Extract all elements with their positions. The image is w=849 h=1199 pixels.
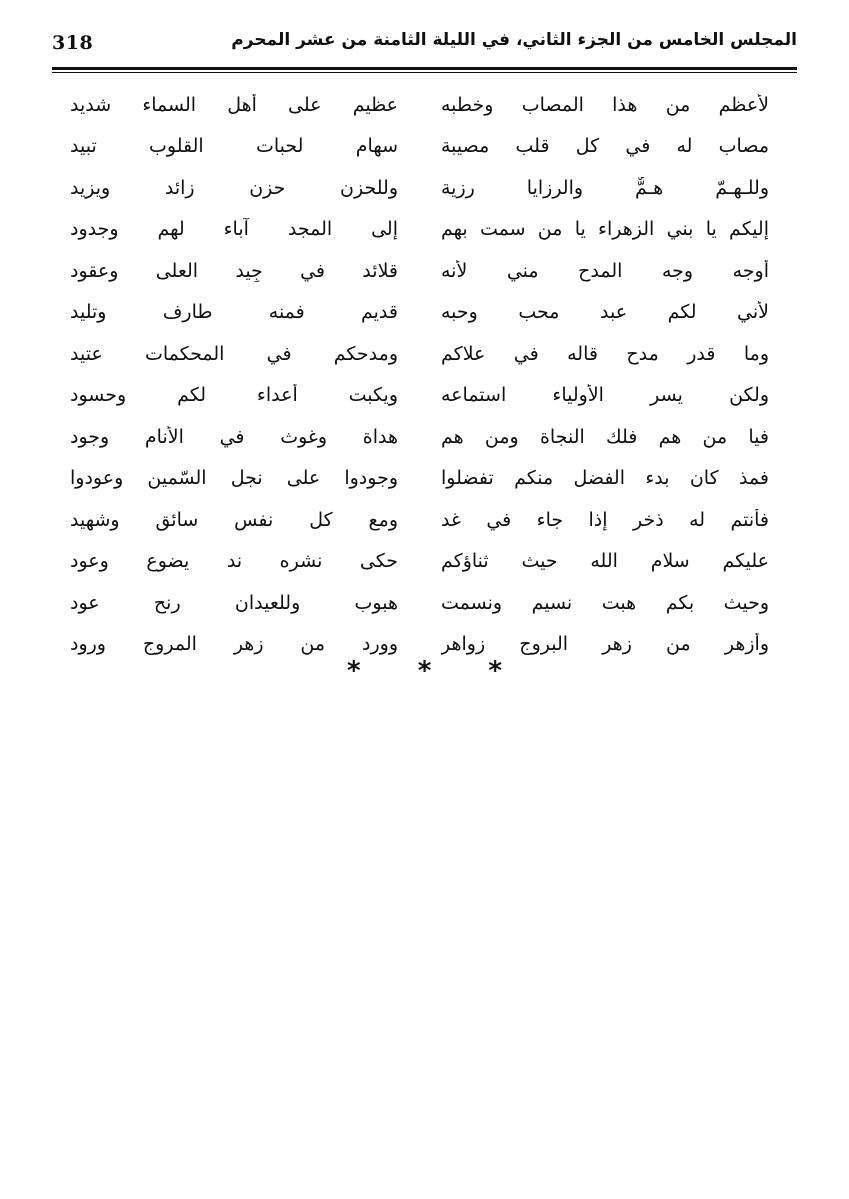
verse bbox=[70, 167, 769, 209]
first-hemistich: إليكم يا بني الزهراء يا من سمت بهم bbox=[441, 218, 769, 241]
second-hemistich: قديم فمنه طارف وتليد bbox=[70, 301, 398, 324]
star-ornament: * bbox=[347, 656, 361, 686]
first-hemistich: وما قدر مدح قاله في علاكم bbox=[441, 342, 769, 365]
verse bbox=[70, 375, 769, 417]
second-hemistich: ومدحكم في المحكمات عتيد bbox=[70, 342, 398, 365]
poem bbox=[70, 84, 769, 665]
verse bbox=[70, 333, 769, 375]
verse bbox=[70, 250, 769, 292]
second-hemistich: قلائد في جِيد العلى وعقود bbox=[70, 259, 398, 282]
star-ornament: * bbox=[417, 656, 432, 686]
first-hemistich: ولكن يسر الأولياء استماعه bbox=[441, 384, 769, 407]
verse bbox=[70, 582, 769, 624]
first-hemistich: أوجه وجه المدح مني لأنه bbox=[441, 259, 769, 282]
verse bbox=[70, 541, 769, 583]
second-hemistich: ويكبت أعداء لكم وحسود bbox=[70, 384, 398, 407]
second-hemistich: سهام لحبات القلوب تبيد bbox=[70, 135, 398, 158]
first-hemistich: مصاب له في كل قلب مصيبة bbox=[441, 135, 769, 158]
first-hemistich: عليكم سلام الله حيث ثناؤكم bbox=[441, 550, 769, 573]
first-hemistich: لأني لكم عبد محب وحبه bbox=[441, 301, 769, 324]
first-hemistich: لأعظم من هذا المصاب وخطبه bbox=[441, 93, 769, 116]
first-hemistich: فمذ كان بدء الفضل منكم تفضلوا bbox=[441, 467, 769, 490]
page-header bbox=[52, 30, 797, 64]
second-hemistich: وجودوا على نجل السّمين وعودوا bbox=[70, 467, 398, 490]
second-hemistich: هداة وغوث في الأنام وجود bbox=[70, 425, 398, 448]
verse bbox=[70, 126, 769, 168]
header-rule-thin bbox=[52, 72, 797, 73]
first-hemistich: فأنتم له ذخر إذا جاء في غد bbox=[441, 508, 769, 531]
verse bbox=[70, 416, 769, 458]
page-number: 318 bbox=[52, 32, 94, 54]
running-title: المجلس الخامس من الجزء الثاني، في الليلة الثامنة من عشر المحرم bbox=[231, 30, 797, 50]
first-hemistich: وحيث بكم هبت نسيم ونسمت bbox=[441, 591, 769, 614]
second-hemistich: عظيم على أهل السماء شديد bbox=[70, 93, 398, 116]
section-divider-stars bbox=[0, 656, 849, 686]
verse bbox=[70, 292, 769, 334]
verse bbox=[70, 209, 769, 251]
first-hemistich: وأزهر من زهر البروج زواهر bbox=[441, 633, 769, 656]
first-hemistich: فيا من هم فلك النجاة ومن هم bbox=[441, 425, 769, 448]
second-hemistich: وللحزن حزن زائد ويزيد bbox=[70, 176, 398, 199]
second-hemistich: إلى المجد آباء لهم وجدود bbox=[70, 218, 398, 241]
second-hemistich: حكى نشره ند يضوع وعود bbox=[70, 550, 398, 573]
second-hemistich: هبوب وللعيدان رنح عود bbox=[70, 591, 398, 614]
star-ornament: * bbox=[488, 656, 502, 686]
first-hemistich: وللـهـمّ هـمٌّ والرزايا رزية bbox=[441, 176, 769, 199]
verse bbox=[70, 499, 769, 541]
second-hemistich: وورد من زهر المروج ورود bbox=[70, 633, 398, 656]
header-rule-thick bbox=[52, 67, 797, 70]
verse bbox=[70, 84, 769, 126]
verse bbox=[70, 458, 769, 500]
second-hemistich: ومع كل نفس سائق وشهيد bbox=[70, 508, 398, 531]
